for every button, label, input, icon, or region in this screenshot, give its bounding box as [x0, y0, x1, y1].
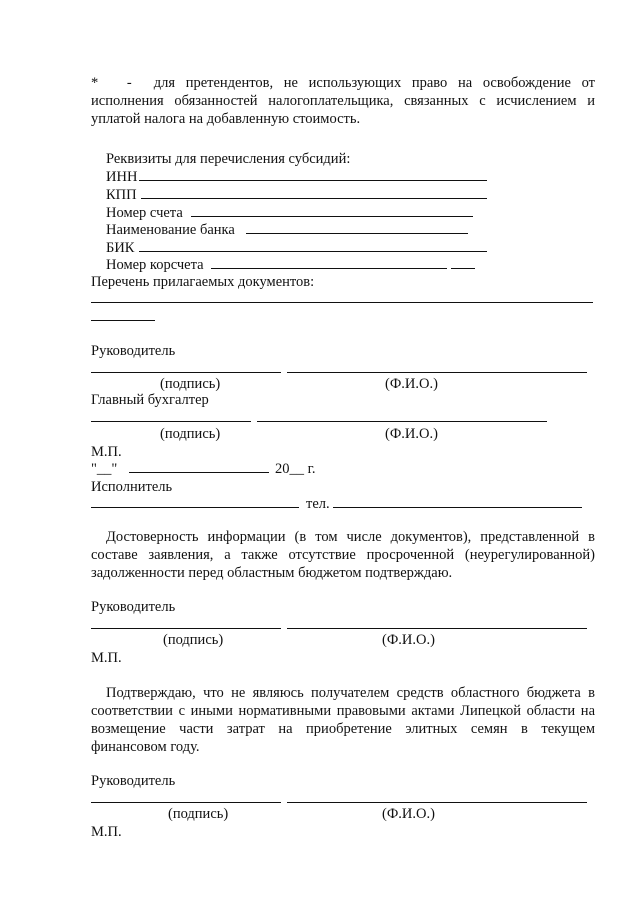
accountant-fio-caption: (Ф.И.О.)	[385, 426, 438, 442]
footnote-text: для претендентов, не использующих право на освобождение от исполнения обязанностей налогоплательщика, связанных с исчислением и уплатой налога на добавленную стоимость.	[91, 75, 595, 127]
bik-field-line[interactable]	[139, 251, 487, 252]
confirm2-signature-caption: (подпись)	[168, 806, 229, 822]
head-signature-caption: (подпись)	[160, 376, 221, 392]
inn-field-line[interactable]	[139, 180, 487, 181]
confirm1-signature-caption: (подпись)	[163, 632, 224, 648]
confirm1-fio-caption: (Ф.И.О.)	[382, 632, 435, 648]
stamp-label: М.П.	[91, 444, 122, 460]
accountant-fio-line[interactable]	[257, 421, 547, 422]
document-page	[91, 0, 595, 905]
executor-label: Исполнитель	[91, 479, 173, 495]
docs-list-line-2[interactable]	[91, 320, 155, 321]
head-signature-line[interactable]	[91, 372, 281, 373]
date-quote: "__"	[91, 461, 118, 477]
confirm2-head-label: Руководитель	[91, 773, 176, 789]
corr-field-line-tail	[451, 268, 475, 269]
confirm2-paragraph: Подтверждаю, что не являюсь получателем средств областного бюджета в соответствии с иными нормативными правовыми актами Липецкой области на возмещение части затрат на приобретение элитных семян в текущем финансовом году.	[91, 685, 595, 755]
kpp-field-line[interactable]	[141, 198, 487, 199]
confirm1-stamp-label: М.П.	[91, 650, 122, 666]
inn-label: ИНН	[106, 169, 138, 185]
docs-list-line-1[interactable]	[91, 302, 593, 303]
accountant-signature-caption: (подпись)	[160, 426, 221, 442]
date-year: 20__ г.	[275, 461, 316, 477]
bik-label: БИК	[106, 240, 135, 256]
confirm1-signature-line[interactable]	[91, 628, 281, 629]
account-label: Номер счета	[106, 205, 183, 221]
confirm2-fio-caption: (Ф.И.О.)	[382, 806, 435, 822]
phone-line[interactable]	[333, 507, 582, 508]
corr-field-line[interactable]	[211, 268, 447, 269]
executor-name-line[interactable]	[91, 507, 299, 508]
footnote-paragraph	[91, 74, 595, 128]
accountant-signature-line[interactable]	[91, 421, 251, 422]
account-field-line[interactable]	[191, 216, 473, 217]
confirm1-paragraph: Достоверность информации (в том числе документов), представленной в составе заявления, а также отсутствие просроченной (неурегулированной) задолженности перед областным бюджетом подтверждаю.	[91, 529, 595, 581]
phone-label: тел.	[306, 496, 330, 512]
head-fio-caption: (Ф.И.О.)	[385, 376, 438, 392]
kpp-label: КПП	[106, 187, 137, 203]
confirm2-fio-line[interactable]	[287, 802, 587, 803]
confirm2-signature-line[interactable]	[91, 802, 281, 803]
confirm2-stamp-label: М.П.	[91, 824, 122, 840]
footnote-marker: * -	[91, 75, 132, 91]
docs-list-label: Перечень прилагаемых документов:	[91, 274, 315, 290]
accountant-label: Главный бухгалтер	[91, 392, 209, 408]
corr-label: Номер корсчета	[106, 257, 204, 273]
confirm1-head-label: Руководитель	[91, 599, 176, 615]
requisites-title: Реквизиты для перечисления субсидий:	[106, 151, 351, 167]
date-month-line[interactable]	[129, 472, 269, 473]
head-fio-line[interactable]	[287, 372, 587, 373]
head-label: Руководитель	[91, 343, 176, 359]
bank-label: Наименование банка	[106, 222, 235, 238]
bank-field-line[interactable]	[246, 233, 468, 234]
confirm1-fio-line[interactable]	[287, 628, 587, 629]
